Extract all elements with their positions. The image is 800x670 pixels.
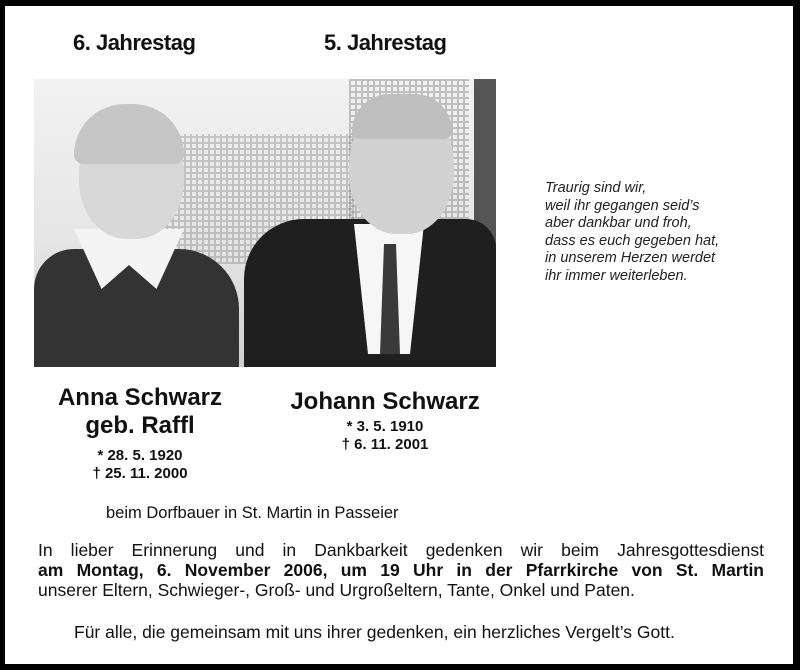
poem	[545, 180, 719, 286]
poem-line: in unserem Herzen werdet	[545, 250, 716, 267]
message-line: unserer Eltern, Schwieger-, Groß- und Urgroßeltern, Tante, Onkel und Paten.	[38, 580, 635, 600]
couple-photo	[34, 79, 496, 367]
birth-date: * 28. 5. 1920	[97, 447, 183, 464]
closing-thanks: Für alle, die gemeinsam mit uns ihrer gedenken, ein herzliches Vergelt’s Gott.	[74, 622, 675, 642]
anniversary-heading-left: 6. Jahrestag	[73, 30, 196, 55]
anniversary-heading-right: 5. Jahrestag	[324, 30, 447, 55]
person-maiden-name-anna: geb. Raffl	[85, 412, 195, 439]
person-name-johann: Johann Schwarz	[290, 388, 480, 415]
service-details: am Montag, 6. November 2006, um 19 Uhr in der Pfarrkirche von St. Martin	[38, 560, 764, 580]
poem-line: aber dankbar und froh,	[545, 215, 692, 232]
person-name-anna: Anna Schwarz	[57, 384, 223, 411]
memorial-message	[38, 540, 764, 600]
poem-line: Traurig sind wir,	[545, 180, 647, 196]
death-date: † 25. 11. 2000	[92, 465, 188, 482]
poem-line: weil ihr gegangen seid’s	[545, 197, 700, 214]
death-date: † 6. 11. 2001	[341, 436, 429, 453]
person-dates-johann	[310, 418, 460, 454]
man-hair	[352, 94, 452, 139]
poem-line: dass es euch gegeben hat,	[545, 232, 720, 249]
person-dates-anna	[60, 447, 220, 483]
poem-line: ihr immer weiterleben.	[545, 267, 688, 284]
family-place: beim Dorfbauer in St. Martin in Passeier	[106, 504, 399, 522]
birth-date: * 3. 5. 1910	[346, 418, 424, 435]
message-line: In lieber Erinnerung und in Dankbarkeit gedenken wir beim Jahresgottesdienst	[38, 540, 764, 560]
woman-hair	[74, 104, 184, 164]
